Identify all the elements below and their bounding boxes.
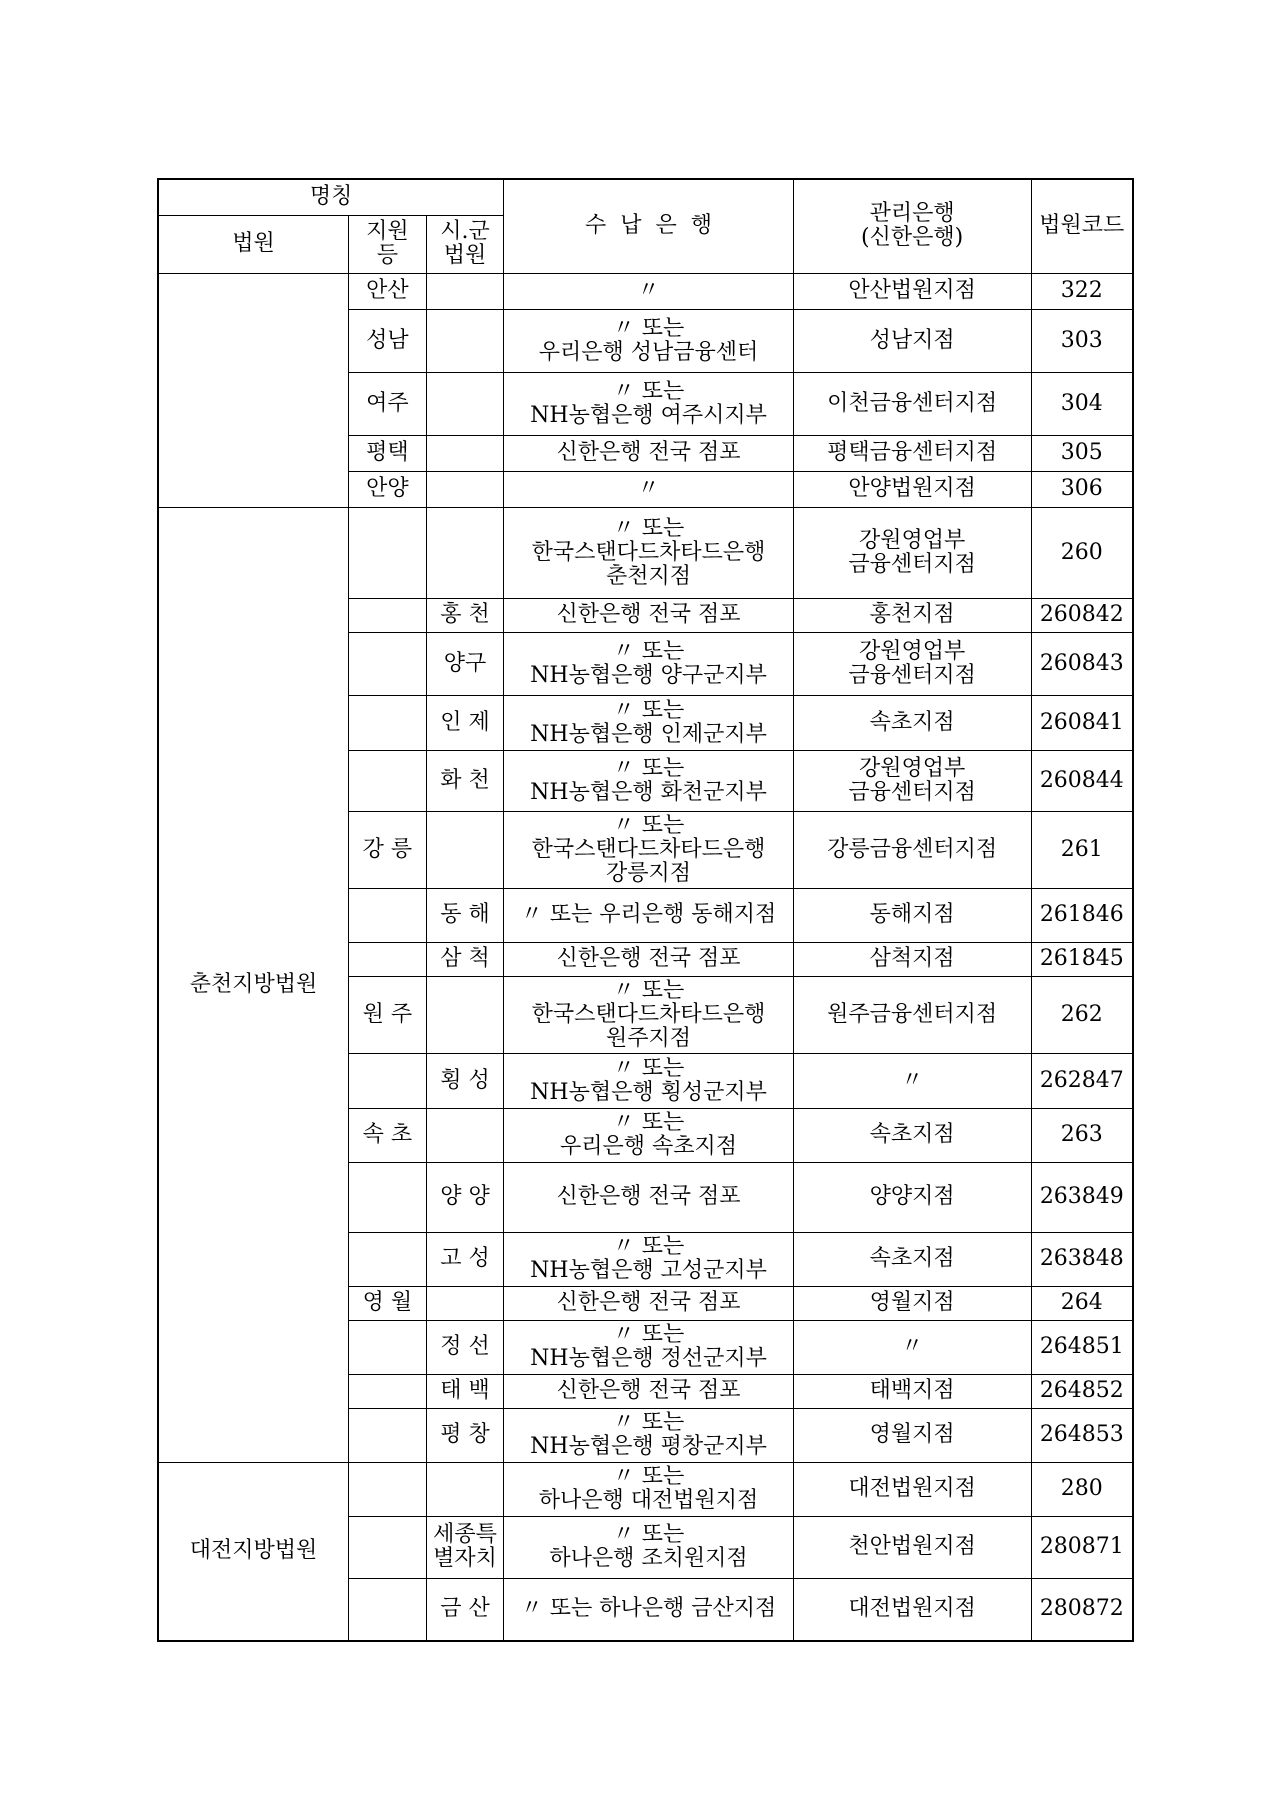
court-bank-table [157, 178, 1134, 1642]
receiving-bank-cell: 〃 또는 한국스탠다드차타드은행 춘천지점 [504, 507, 793, 598]
receiving-bank-cell: 신한은행 전국 점포 [504, 1286, 793, 1320]
branch-cell [349, 1374, 427, 1408]
city-cell: 고 성 [426, 1232, 504, 1286]
table-row [158, 273, 1133, 309]
court-code-cell: 261 [1031, 811, 1133, 888]
receiving-bank-cell: 〃 [504, 471, 793, 507]
managing-bank-cell: 대전법원지점 [793, 1462, 1031, 1516]
court-code-cell: 261845 [1031, 942, 1133, 976]
city-cell: 세종특 별자치 [426, 1516, 504, 1578]
managing-bank-cell: 평택금융센터지점 [793, 435, 1031, 471]
city-cell: 양구 [426, 632, 504, 695]
managing-bank-cell: 속초지점 [793, 1232, 1031, 1286]
court-code-cell: 263 [1031, 1108, 1133, 1162]
managing-bank-cell: 안산법원지점 [793, 273, 1031, 309]
city-cell: 횡 성 [426, 1053, 504, 1108]
receiving-bank-cell: 〃 또는 NH농협은행 화천군지부 [504, 750, 793, 811]
receiving-bank-cell: 〃 또는 한국스탠다드차타드은행 강릉지점 [504, 811, 793, 888]
city-cell [426, 811, 504, 888]
branch-cell [349, 695, 427, 750]
receiving-bank-cell: 〃 또는 한국스탠다드차타드은행 원주지점 [504, 976, 793, 1053]
receiving-bank-cell: 〃 또는 하나은행 조치원지점 [504, 1516, 793, 1578]
header-city: 시.군 법원 [426, 215, 504, 273]
court-code-cell: 260843 [1031, 632, 1133, 695]
managing-bank-cell: 강원영업부 금융센터지점 [793, 750, 1031, 811]
managing-bank-cell: 홍천지점 [793, 598, 1031, 632]
header-court: 법원 [158, 215, 349, 273]
managing-bank-cell: 강원영업부 금융센터지점 [793, 507, 1031, 598]
managing-bank-cell: 안양법원지점 [793, 471, 1031, 507]
table-header [158, 179, 1133, 273]
court-code-cell: 264852 [1031, 1374, 1133, 1408]
branch-cell [349, 1162, 427, 1232]
branch-cell [349, 598, 427, 632]
branch-cell: 안양 [349, 471, 427, 507]
court-code-cell: 306 [1031, 471, 1133, 507]
managing-bank-cell: 〃 [793, 1320, 1031, 1374]
receiving-bank-cell: 〃 또는 NH농협은행 평창군지부 [504, 1408, 793, 1462]
branch-cell [349, 507, 427, 598]
city-cell [426, 1286, 504, 1320]
city-cell [426, 372, 504, 435]
court-code-cell: 260 [1031, 507, 1133, 598]
city-cell: 태 백 [426, 1374, 504, 1408]
city-cell [426, 471, 504, 507]
court-code-cell: 322 [1031, 273, 1133, 309]
branch-cell: 성남 [349, 309, 427, 372]
court-code-cell: 261846 [1031, 888, 1133, 942]
court-code-cell: 263848 [1031, 1232, 1133, 1286]
receiving-bank-cell: 신한은행 전국 점포 [504, 435, 793, 471]
managing-bank-cell: 영월지점 [793, 1286, 1031, 1320]
city-cell [426, 309, 504, 372]
court-code-cell: 280872 [1031, 1578, 1133, 1641]
receiving-bank-cell: 신한은행 전국 점포 [504, 1374, 793, 1408]
receiving-bank-cell: 〃 또는 하나은행 금산지점 [504, 1578, 793, 1641]
header-court-code: 법원코드 [1031, 179, 1133, 273]
managing-bank-cell: 강원영업부 금융센터지점 [793, 632, 1031, 695]
court-cell: 춘천지방법원 [158, 507, 349, 1462]
header-branch: 지원 등 [349, 215, 427, 273]
court-code-cell: 262847 [1031, 1053, 1133, 1108]
receiving-bank-cell: 신한은행 전국 점포 [504, 942, 793, 976]
managing-bank-cell: 속초지점 [793, 1108, 1031, 1162]
court-code-cell: 260841 [1031, 695, 1133, 750]
city-cell: 양 양 [426, 1162, 504, 1232]
receiving-bank-cell: 〃 또는 NH농협은행 여주시지부 [504, 372, 793, 435]
table-body [158, 273, 1133, 1641]
receiving-bank-cell: 〃 또는 NH농협은행 횡성군지부 [504, 1053, 793, 1108]
branch-cell [349, 1232, 427, 1286]
receiving-bank-cell: 〃 또는 NH농협은행 고성군지부 [504, 1232, 793, 1286]
managing-bank-cell: 동해지점 [793, 888, 1031, 942]
managing-bank-cell: 〃 [793, 1053, 1031, 1108]
receiving-bank-cell: 〃 또는 NH농협은행 양구군지부 [504, 632, 793, 695]
branch-cell [349, 1462, 427, 1516]
managing-bank-cell: 영월지점 [793, 1408, 1031, 1462]
receiving-bank-cell: 〃 또는 우리은행 동해지점 [504, 888, 793, 942]
managing-bank-cell: 원주금융센터지점 [793, 976, 1031, 1053]
table-row [158, 1462, 1133, 1516]
city-cell: 홍 천 [426, 598, 504, 632]
managing-bank-cell: 양양지점 [793, 1162, 1031, 1232]
branch-cell [349, 888, 427, 942]
branch-cell: 영 월 [349, 1286, 427, 1320]
court-code-cell: 264 [1031, 1286, 1133, 1320]
header-name: 명칭 [158, 179, 504, 215]
court-code-cell: 280 [1031, 1462, 1133, 1516]
managing-bank-cell: 천안법원지점 [793, 1516, 1031, 1578]
branch-cell: 평택 [349, 435, 427, 471]
branch-cell [349, 942, 427, 976]
city-cell: 금 산 [426, 1578, 504, 1641]
branch-cell [349, 632, 427, 695]
court-code-cell: 263849 [1031, 1162, 1133, 1232]
branch-cell: 여주 [349, 372, 427, 435]
court-code-cell: 264851 [1031, 1320, 1133, 1374]
branch-cell: 원 주 [349, 976, 427, 1053]
court-code-cell: 260842 [1031, 598, 1133, 632]
city-cell [426, 976, 504, 1053]
court-code-cell: 262 [1031, 976, 1133, 1053]
branch-cell [349, 1408, 427, 1462]
court-code-cell: 264853 [1031, 1408, 1133, 1462]
court-code-cell: 304 [1031, 372, 1133, 435]
branch-cell: 속 초 [349, 1108, 427, 1162]
receiving-bank-cell: 신한은행 전국 점포 [504, 598, 793, 632]
court-code-cell: 260844 [1031, 750, 1133, 811]
managing-bank-cell: 강릉금융센터지점 [793, 811, 1031, 888]
court-code-cell: 280871 [1031, 1516, 1133, 1578]
city-cell [426, 273, 504, 309]
city-cell: 동 해 [426, 888, 504, 942]
court-code-cell: 303 [1031, 309, 1133, 372]
court-cell: 대전지방법원 [158, 1462, 349, 1641]
branch-cell: 강 릉 [349, 811, 427, 888]
city-cell: 삼 척 [426, 942, 504, 976]
receiving-bank-cell: 〃 또는 하나은행 대전법원지점 [504, 1462, 793, 1516]
receiving-bank-cell: 〃 또는 우리은행 속초지점 [504, 1108, 793, 1162]
city-cell [426, 1108, 504, 1162]
court-code-cell: 305 [1031, 435, 1133, 471]
receiving-bank-cell: 〃 또는 NH농협은행 정선군지부 [504, 1320, 793, 1374]
managing-bank-cell: 성남지점 [793, 309, 1031, 372]
receiving-bank-cell: 〃 [504, 273, 793, 309]
managing-bank-cell: 속초지점 [793, 695, 1031, 750]
header-managing-bank: 관리은행 (신한은행) [793, 179, 1031, 273]
managing-bank-cell: 이천금융센터지점 [793, 372, 1031, 435]
header-receiving-bank: 수 납 은 행 [504, 179, 793, 273]
managing-bank-cell: 대전법원지점 [793, 1578, 1031, 1641]
branch-cell [349, 1516, 427, 1578]
table-row [158, 507, 1133, 598]
receiving-bank-cell: 〃 또는 우리은행 성남금융센터 [504, 309, 793, 372]
city-cell [426, 507, 504, 598]
managing-bank-cell: 태백지점 [793, 1374, 1031, 1408]
city-cell [426, 435, 504, 471]
branch-cell [349, 1320, 427, 1374]
city-cell: 평 창 [426, 1408, 504, 1462]
branch-cell [349, 1578, 427, 1641]
court-cell [158, 273, 349, 507]
branch-cell [349, 750, 427, 811]
branch-cell [349, 1053, 427, 1108]
city-cell [426, 1462, 504, 1516]
receiving-bank-cell: 신한은행 전국 점포 [504, 1162, 793, 1232]
city-cell: 화 천 [426, 750, 504, 811]
branch-cell: 안산 [349, 273, 427, 309]
receiving-bank-cell: 〃 또는 NH농협은행 인제군지부 [504, 695, 793, 750]
city-cell: 인 제 [426, 695, 504, 750]
managing-bank-cell: 삼척지점 [793, 942, 1031, 976]
city-cell: 정 선 [426, 1320, 504, 1374]
